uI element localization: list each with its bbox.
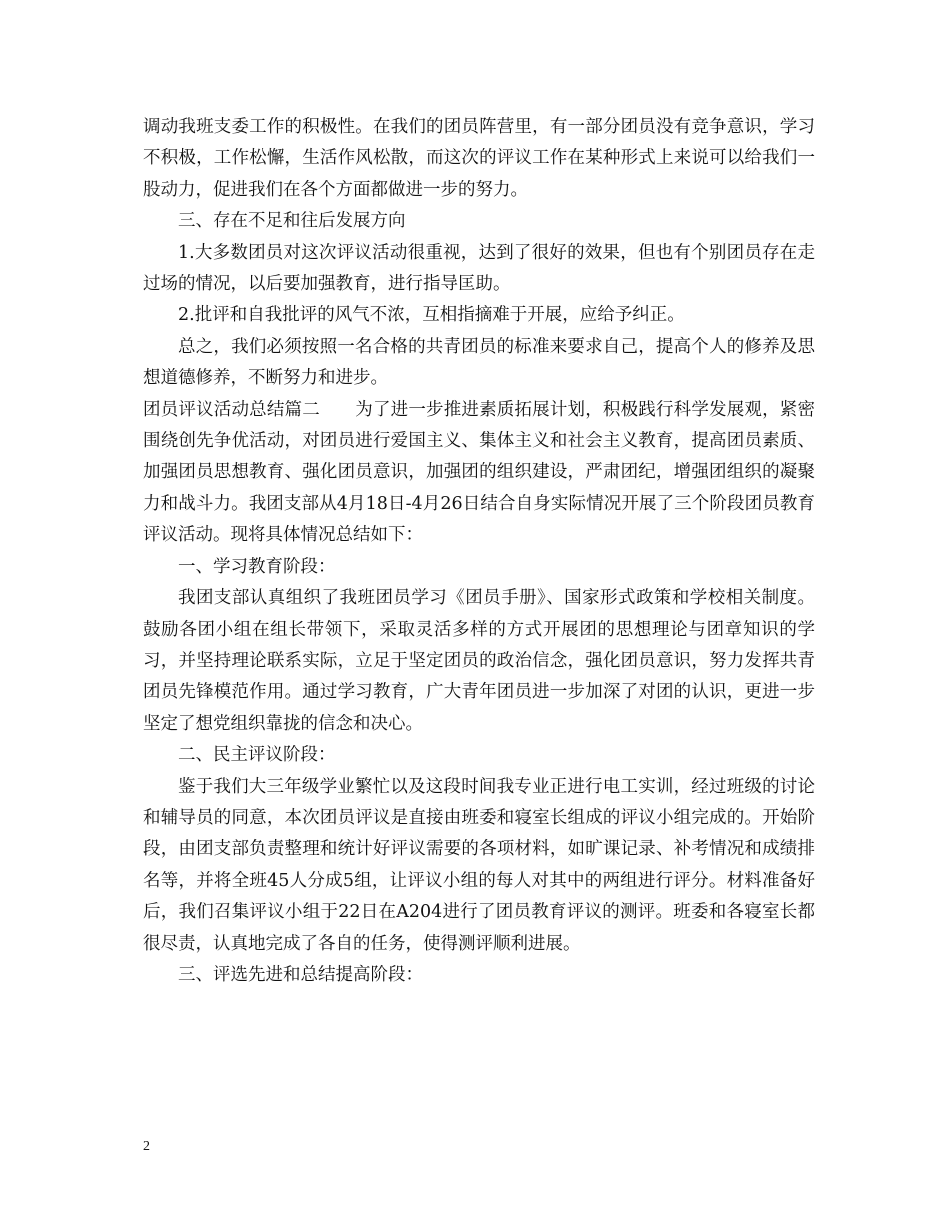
section-heading: 三、评选先进和总结提高阶段：	[178, 964, 423, 985]
body-paragraph: 调动我班支委工作的积极性。在我们的团员阵营里，有一部分团员没有竞争意识，学习不积极，工作松懈，生活作风松散，而这次的评议工作在某种形式上来说可以给我们一股动力，促进我们在各个方面都做进一步的努力。	[143, 117, 815, 200]
body-paragraph: 鉴于我们大三年级学业繁忙以及这段时间我专业正进行电工实训，经过班级的讨论和辅导员的同意，本次团员评议是直接由班委和寝室长组成的评议小组完成的。开始阶段，由团支部负责整理和统计好评议需要的各项材料，如旷课记录、补考情况和成绩排名等，并将全班45人分成5组，让评议小组的每人对其中的两组进行评分。材料准备好后，我们召集评议小组于22日在A204进行了团员教育评议的测评。班委和各寝室长都很尽责，认真地完成了各自的任务，使得测评顺利进展。	[143, 776, 815, 954]
section-heading: 一、学习教育阶段：	[178, 556, 336, 577]
page-number: 2	[143, 1139, 150, 1154]
body-paragraph: 总之，我们必须按照一名合格的共青团员的标准来要求自己，提高个人的修养及思想道德修养，不断努力和进步。	[143, 336, 815, 389]
list-item: 2.批评和自我批评的风气不浓，互相指摘难于开展，应给予纠正。	[178, 305, 685, 326]
article-title-paragraph: 团员评议活动总结篇二 为了进一步推进素质拓展计划，积极践行科学发展观，紧密围绕创先争优活动，对团员进行爱国主义、集体主义和社会主义教育，提高团员素质、加强团员思想教育、强化团员意识，加强团的组织建设，严肃团纪，增强团组织的凝聚力和战斗力。我团支部从4月18日-4月26日结合自身实际情况开展了三个阶段团员教育评议活动。现将具体情况总结如下：	[143, 399, 815, 546]
document-body	[143, 112, 815, 991]
body-paragraph: 我团支部认真组织了我班团员学习《团员手册》、国家形式政策和学校相关制度。鼓励各团小组在组长带领下，采取灵活多样的方式开展团的思想理论与团章知识的学习，并坚持理论联系实际，立足于坚定团员的政治信念，强化团员意识，努力发挥共青团员先锋模范作用。通过学习教育，广大青年团员进一步加深了对团的认识，更进一步坚定了想党组织靠拢的信念和决心。	[143, 588, 815, 734]
section-heading: 三、存在不足和往后发展方向	[178, 211, 406, 232]
list-item: 1.大多数团员对这次评议活动很重视，达到了很好的效果，但也有个别团员存在走过场的情况，以后要加强教育，进行指导匡助。	[143, 242, 815, 295]
section-heading: 二、民主评议阶段：	[178, 745, 336, 766]
